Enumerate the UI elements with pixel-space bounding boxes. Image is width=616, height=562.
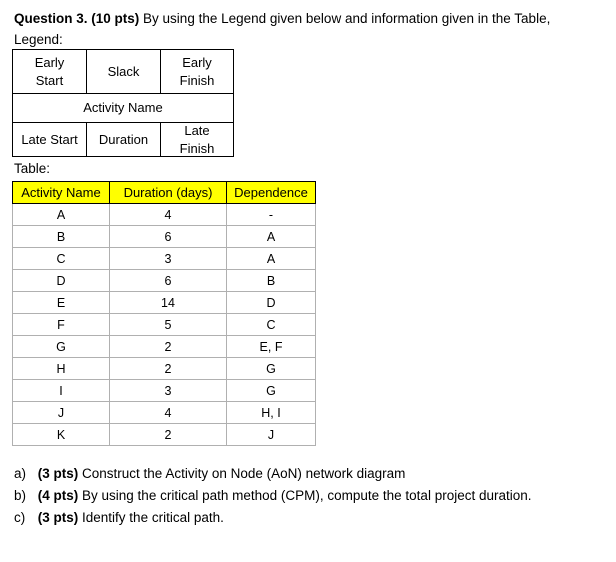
table-row: [13, 358, 316, 380]
legend-duration: Duration: [86, 122, 161, 157]
task-text: Identify the critical path.: [82, 510, 224, 525]
cell-activity: A: [13, 204, 110, 226]
legend-activity-name: Activity Name: [12, 93, 234, 123]
table-row: [13, 336, 316, 358]
cell-duration: 5: [110, 314, 227, 336]
cell-activity: E: [13, 292, 110, 314]
cell-activity: D: [13, 270, 110, 292]
task-points: (3 pts): [37, 466, 79, 481]
column-header-duration: Duration (days): [110, 182, 227, 204]
cell-activity: H: [13, 358, 110, 380]
cell-dependence: A: [227, 226, 316, 248]
cell-activity: B: [13, 226, 110, 248]
table-row: [13, 380, 316, 402]
column-header-dependence: Dependence: [227, 182, 316, 204]
cell-activity: K: [13, 424, 110, 446]
task-points: (3 pts): [37, 510, 79, 525]
cell-dependence: H, I: [227, 402, 316, 424]
legend-early-finish: Early Finish: [160, 49, 234, 94]
cell-activity: J: [13, 402, 110, 424]
cell-dependence: C: [227, 314, 316, 336]
cell-duration: 4: [110, 204, 227, 226]
task-letter: a): [14, 466, 27, 481]
table-label: Table:: [14, 161, 51, 176]
table-row: [13, 204, 316, 226]
table-row: [13, 424, 316, 446]
cell-dependence: G: [227, 380, 316, 402]
task-text: Construct the Activity on Node (AoN) network diagram: [82, 466, 406, 481]
cell-duration: 6: [110, 270, 227, 292]
legend-node: [12, 49, 234, 157]
cell-duration: 6: [110, 226, 227, 248]
legend-label: Legend:: [14, 32, 63, 47]
cell-dependence: B: [227, 270, 316, 292]
cell-dependence: D: [227, 292, 316, 314]
cell-activity: F: [13, 314, 110, 336]
cell-activity: I: [13, 380, 110, 402]
cell-duration: 4: [110, 402, 227, 424]
cell-dependence: G: [227, 358, 316, 380]
cell-activity: C: [13, 248, 110, 270]
table-row: [13, 292, 316, 314]
question-line: [14, 11, 550, 26]
task-list: [14, 463, 532, 529]
cell-duration: 14: [110, 292, 227, 314]
cell-duration: 2: [110, 424, 227, 446]
question-heading: Question 3. (10 pts): [14, 11, 140, 26]
table-row: [13, 402, 316, 424]
column-header-activity: Activity Name: [13, 182, 110, 204]
cell-dependence: E, F: [227, 336, 316, 358]
cell-duration: 3: [110, 380, 227, 402]
task-letter: b): [14, 488, 27, 503]
task-text: By using the critical path method (CPM), compute the total project duration.: [82, 488, 532, 503]
cell-duration: 2: [110, 336, 227, 358]
question-text: By using the Legend given below and information given in the Table,: [143, 11, 551, 26]
legend-slack: Slack: [86, 49, 161, 94]
cell-activity: G: [13, 336, 110, 358]
cell-dependence: -: [227, 204, 316, 226]
task-c: [14, 507, 532, 529]
cell-duration: 2: [110, 358, 227, 380]
table-row: [13, 270, 316, 292]
cell-dependence: J: [227, 424, 316, 446]
task-points: (4 pts): [37, 488, 79, 503]
cell-dependence: A: [227, 248, 316, 270]
task-letter: c): [14, 510, 26, 525]
legend-late-finish: Late Finish: [160, 122, 234, 157]
table-row: [13, 226, 316, 248]
cell-duration: 3: [110, 248, 227, 270]
legend-late-start: Late Start: [12, 122, 87, 157]
task-a: [14, 463, 532, 485]
activity-table: [12, 181, 316, 446]
task-b: [14, 485, 532, 507]
table-row: [13, 314, 316, 336]
legend-early-start: Early Start: [12, 49, 87, 94]
table-header-row: [13, 182, 316, 204]
table-row: [13, 248, 316, 270]
